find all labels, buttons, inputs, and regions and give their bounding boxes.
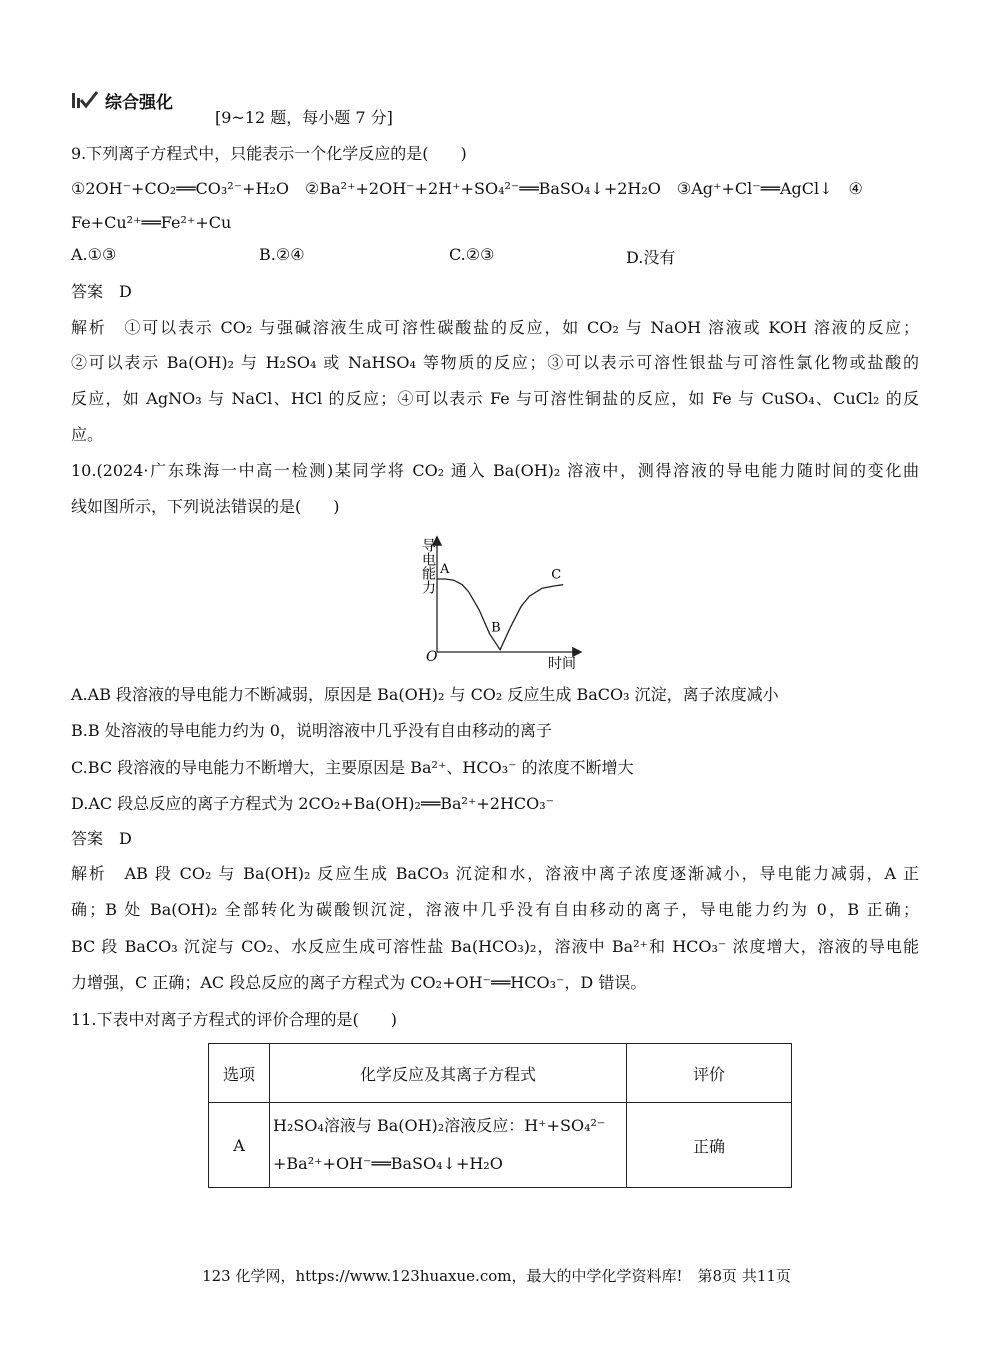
q11-stem: 11.下表中对离子方程式的评价合理的是( ) [71,1010,397,1029]
point-label-c: C [551,567,562,583]
table-row [209,1103,792,1188]
q10-stem-line2: 线如图所示，下列说法错误的是( ) [71,497,340,516]
table-header-option: 选项 [209,1044,270,1103]
q9-option-d: D.没有 [626,248,676,267]
q10-analysis-line1: 解析 AB 段 CO₂ 与 Ba(OH)₂ 反应生成 BaCO₃ 沉淀和水，溶液中离子浓度逐渐减小，导电能力减弱，A 正 [71,864,919,883]
table-cell-evaluation: 正确 [627,1103,792,1188]
checkmark-chart-icon [71,90,99,110]
y-axis-label: 导电能力 [420,538,436,594]
q10-option-b: B.B 处溶液的导电能力约为 0，说明溶液中几乎没有自由移动的离子 [71,721,552,740]
q10-answer: 答案 D [71,829,132,848]
table-cell-reaction [270,1103,627,1188]
q9-equations-line2: Fe+Cu²⁺══Fe²⁺+Cu [71,213,232,232]
point-label-a: A [440,562,450,577]
evaluation-table [208,1043,792,1188]
q9-option-a: A.①③ [71,245,117,264]
q9-analysis-line1: 解析 ①可以表示 CO₂ 与强碱溶液生成可溶性碳酸盐的反应，如 CO₂ 与 NaOH 溶液或 KOH 溶液的反应； [71,318,919,337]
table-header-evaluation: 评价 [627,1044,792,1103]
section-subtitle: [9~12 题，每小题 7 分] [215,108,393,127]
q10-stem-line1: 10.(2024·广东珠海一中高一检测)某同学将 CO₂ 通入 Ba(OH)₂ 溶液中，测得溶液的导电能力随时间的变化曲 [71,461,919,480]
conductivity-chart [408,530,588,675]
origin-label: O [426,649,438,665]
q9-analysis-line3: 反应，如 AgNO₃ 与 NaCl、HCl 的反应；④可以表示 Fe 与可溶性铜盐的反应，如 Fe 与 CuSO₄、CuCl₂ 的反 [71,389,919,408]
page-footer: 123 化学网，https://www.123huaxue.com，最大的中学化学资料库! 第8页 共11页 [202,1267,791,1285]
q10-option-c: C.BC 段溶液的导电能力不断增大，主要原因是 Ba²⁺、HCO₃⁻ 的浓度不断增大 [71,758,634,777]
q9-stem: 9.下列离子方程式中，只能表示一个化学反应的是( ) [71,144,467,163]
section-title: 综合强化 [105,92,173,113]
x-axis-label: 时间 [548,656,576,672]
q9-answer: 答案 D [71,282,132,301]
table-header-reaction: 化学反应及其离子方程式 [270,1044,627,1103]
section-heading [71,88,173,112]
q9-analysis-line4: 应。 [71,425,104,444]
q9-option-b: B.②④ [259,245,305,264]
reaction-line2: +Ba²⁺+OH⁻══BaSO₄↓+H₂O [273,1154,503,1173]
reaction-line1: H₂SO₄溶液与 Ba(OH)₂溶液反应：H⁺+SO₄²⁻ [273,1116,606,1135]
q10-analysis-line2: 确；B 处 Ba(OH)₂ 全部转化为碳酸钡沉淀，溶液中几乎没有自由移动的离子，导电能力约为 0，B 正确； [71,900,919,919]
q9-option-c: C.②③ [449,245,495,264]
q10-analysis-line3: BC 段 BaCO₃ 沉淀与 CO₂、水反应生成可溶性盐 Ba(HCO₃)₂，溶液中 Ba²⁺和 HCO₃⁻ 浓度增大，溶液的导电能 [71,937,919,956]
q10-option-d: D.AC 段总反应的离子方程式为 2CO₂+Ba(OH)₂══Ba²⁺+2HCO₃⁻ [71,794,555,813]
q9-equations-line1: ①2OH⁻+CO₂══CO₃²⁻+H₂O ②Ba²⁺+2OH⁻+2H⁺+SO₄²⁻══BaSO₄↓+2H₂O ③Ag⁺+Cl⁻══AgCl↓ ④ [71,179,863,198]
q10-option-a: A.AB 段溶液的导电能力不断减弱，原因是 Ba(OH)₂ 与 CO₂ 反应生成 BaCO₃ 沉淀，离子浓度减小 [71,685,779,704]
table-cell-option: A [209,1103,270,1188]
q10-analysis-line4: 力增强，C 正确；AC 段总反应的离子方程式为 CO₂+OH⁻══HCO₃⁻，D 错误。 [71,973,647,992]
table-header-row [209,1044,792,1103]
point-label-b: B [491,620,501,636]
conductivity-curve [437,579,563,650]
q9-analysis-line2: ②可以表示 Ba(OH)₂ 与 H₂SO₄ 或 NaHSO₄ 等物质的反应；③可以表示可溶性银盐与可溶性氯化物或盐酸的 [71,353,919,372]
